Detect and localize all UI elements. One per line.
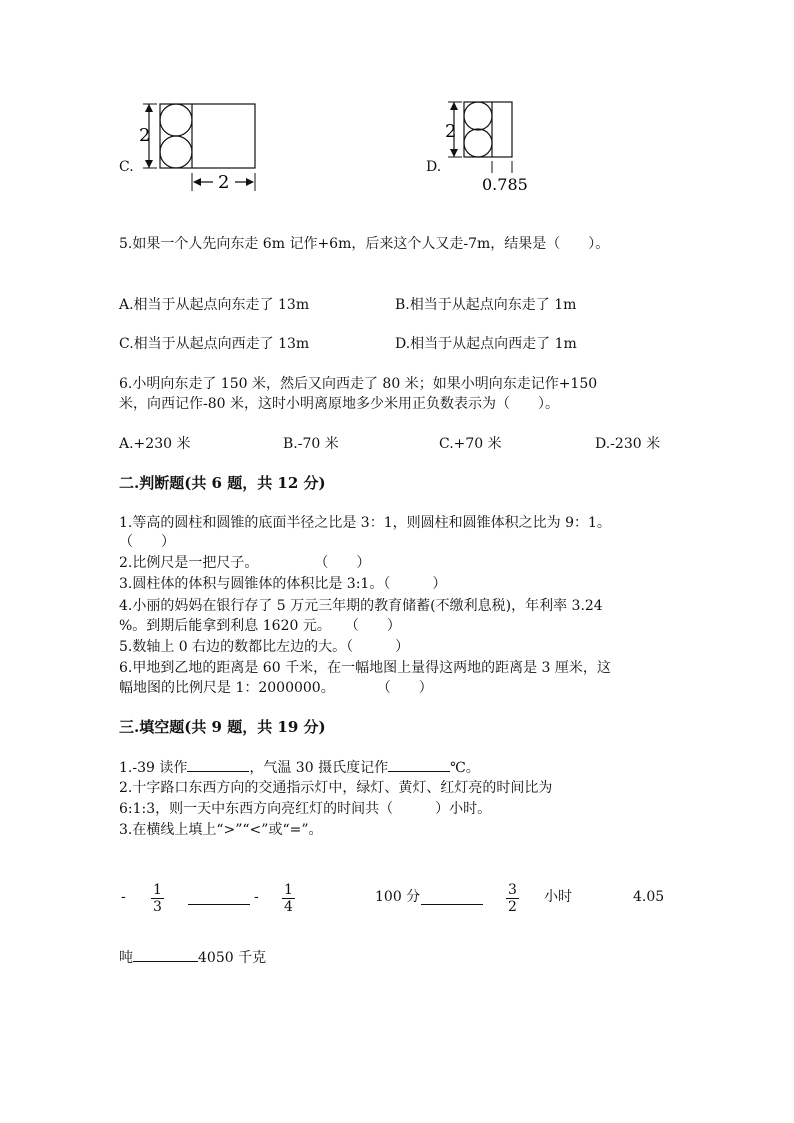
fraction-denominator: 4	[284, 899, 293, 915]
compare-kg-label: 4050 千克	[198, 950, 267, 966]
q5-stem: 5.如果一个人先向东走 6m 记作+6m，后来这个人又走-7m，结果是（ ）。	[119, 236, 610, 252]
q5-option-b: B.相当于从起点向东走了 1m	[395, 297, 577, 313]
s3-q1-text-c: ℃。	[450, 760, 480, 776]
section2-title: 二.判断题(共 6 题，共 12 分)	[119, 474, 326, 492]
q5-option-d: D.相当于从起点向西走了 1m	[395, 336, 577, 352]
q5-option-c: C.相当于从起点向西走了 13m	[119, 336, 310, 352]
s3-q1-text-a: 1.-39 读作	[119, 760, 188, 776]
q6-option-d: D.-230 米	[595, 436, 661, 452]
fraction-denominator: 2	[508, 899, 517, 915]
compare-hour-label: 小时	[544, 889, 572, 905]
section3-title: 三.填空题(共 9 题，共 19 分)	[119, 718, 326, 736]
figure-d-option-label: D.	[426, 159, 442, 175]
fraction-three-halves	[506, 882, 519, 915]
section2-line: （ ）	[119, 534, 175, 550]
section2-line: 1.等高的圆柱和圆锥的底面半径之比是 3：1，则圆柱和圆锥体积之比为 9：1。	[119, 515, 611, 531]
fraction-numerator: 1	[153, 882, 162, 898]
section2-line: %。到期后能拿到利息 1620 元。 （ ）	[119, 618, 401, 634]
s3-q3: 3.在横线上填上“>”“<”或“=”。	[119, 822, 323, 838]
figure-d-width-label: 0.785	[482, 175, 528, 194]
fraction-denominator: 3	[153, 899, 162, 915]
fraction-one-quarter	[282, 882, 295, 915]
figure-c-height-label: 2	[139, 125, 151, 146]
section2-line: 5.数轴上 0 右边的数都比左边的大。（ ）	[119, 639, 410, 655]
compare-blank-1[interactable]	[188, 890, 250, 905]
section2-line: 4.小丽的妈妈在银行存了 5 万元三年期的教育储蓄(不缴利息税)，年利率 3.24	[119, 598, 603, 614]
fraction-numerator: 3	[508, 882, 517, 898]
compare-ton-value: 4.05	[633, 889, 665, 905]
figure-d-height-label: 2	[445, 121, 457, 142]
compare-blank-3[interactable]	[133, 947, 198, 962]
q5-option-a: A.相当于从起点向东走了 13m	[119, 297, 310, 313]
q6-stem-line2: 米，向西记作-80 米，这时小明离原地多少米用正负数表示为（ ）。	[119, 396, 559, 412]
figure-c	[115, 95, 275, 195]
fraction-one-third	[151, 882, 164, 915]
s3-q2-line2: 6:1:3，则一天中东西方向亮红灯的时间共（ ）小时。	[119, 801, 492, 817]
fraction-numerator: 1	[284, 882, 293, 898]
section2-line: 6.甲地到乙地的距离是 60 千米，在一幅地图上量得这两地的距离是 3 厘米，这	[119, 660, 611, 676]
compare-minutes-label: 100 分	[375, 889, 421, 905]
figure-d-diagram	[440, 95, 550, 195]
q6-option-b: B.-70 米	[283, 436, 339, 452]
figure-c-width-label: 2	[218, 172, 230, 193]
compare-minus-1: -	[121, 889, 126, 905]
section2-line: 3.圆柱体的体积与圆锥体的体积比是 3:1。（ ）	[119, 576, 447, 592]
compare-blank-2[interactable]	[421, 890, 483, 905]
compare-ton-label: 吨	[119, 950, 133, 966]
figure-c-diagram	[115, 95, 275, 195]
figure-d	[440, 95, 550, 195]
s3-q1-blank-1[interactable]	[187, 757, 249, 772]
compare-ton-row	[119, 947, 266, 968]
s3-q1-text-b: ，气温 30 摄氏度记作	[249, 760, 389, 776]
s3-q1	[119, 757, 480, 778]
section2-line: 幅地图的比例尺是 1：2000000。 （ ）	[119, 680, 433, 696]
section2-line: 2.比例尺是一把尺子。 （ ）	[119, 555, 371, 571]
figure-c-option-label: C.	[119, 159, 134, 175]
q6-stem-line1: 6.小明向东走了 150 米，然后又向西走了 80 米；如果小明向东走记作+150	[119, 376, 598, 392]
compare-minus-2: -	[254, 889, 259, 905]
s3-q2-line1: 2.十字路口东西方向的交通指示灯中，绿灯、黄灯、红灯亮的时间比为	[119, 780, 553, 796]
q6-option-c: C.+70 米	[439, 436, 502, 452]
s3-q1-blank-2[interactable]	[388, 757, 450, 772]
q6-option-a: A.+230 米	[119, 436, 191, 452]
